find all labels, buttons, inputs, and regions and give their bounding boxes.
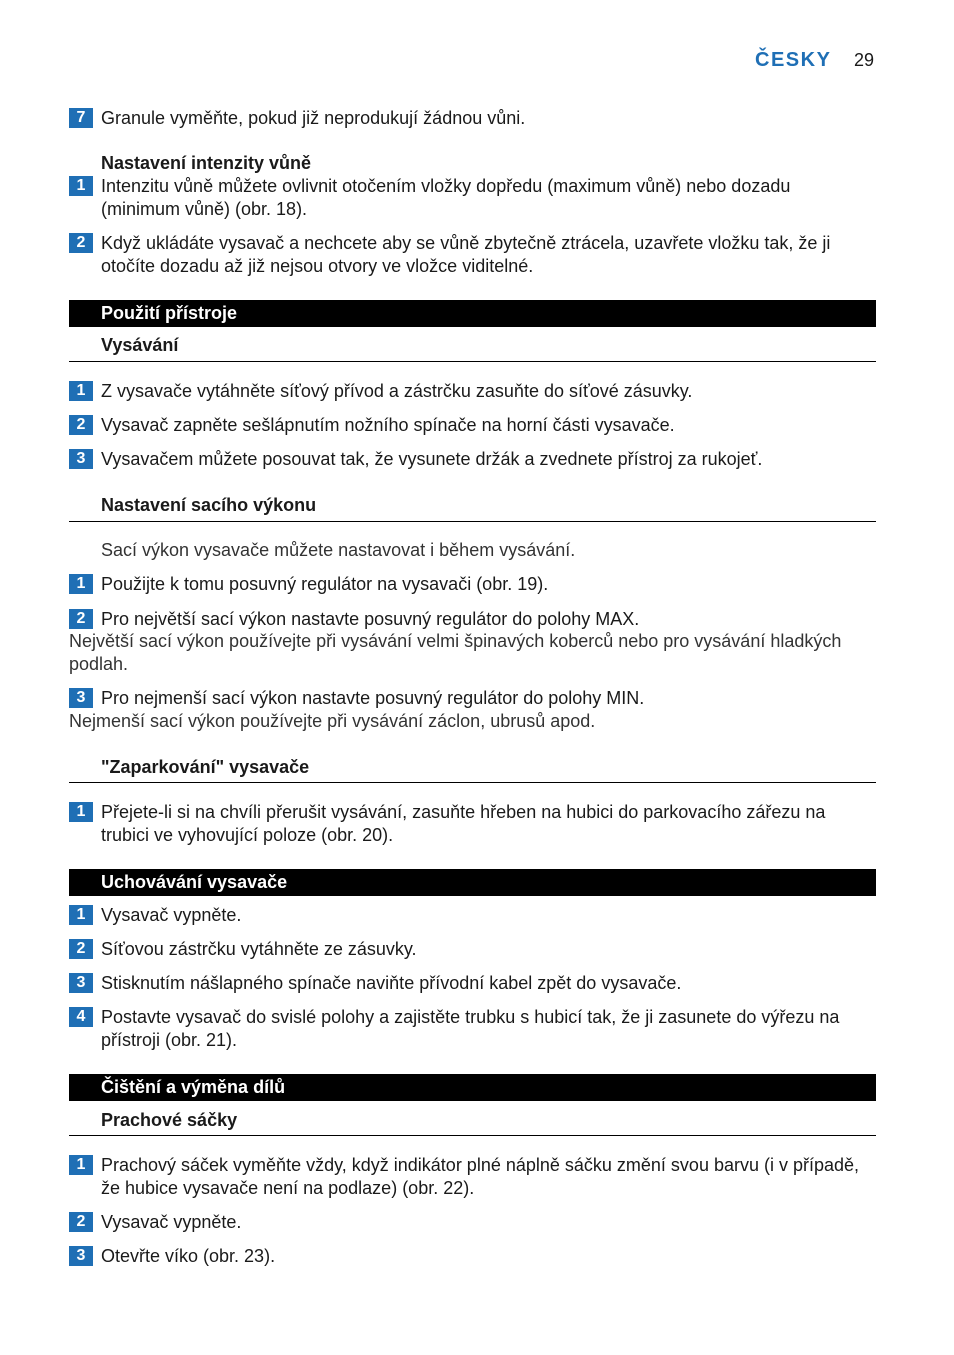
- step-text: Granule vyměňte, pokud již neprodukují žádnou vůni.: [101, 108, 526, 128]
- section-heading-storage: [69, 869, 876, 896]
- subheading-vacuuming: Vysávání: [101, 335, 179, 355]
- step-text: Stisknutím nášlapného spínače naviňte přívodní kabel zpět do vysavače.: [101, 973, 682, 993]
- step-number: 3: [69, 449, 93, 469]
- suction-intro: Sací výkon vysavače můžete nastavovat i během vysávání.: [101, 540, 576, 560]
- step-text: Intenzitu vůně můžete ovlivnit otočením vložky dopředu (maximum vůně) nebo dozadu (minimum vůně) (obr. 18).: [101, 176, 791, 219]
- section-title: Použití přístroje: [101, 303, 238, 323]
- step-text: Vysavač vypněte.: [101, 905, 242, 925]
- step-number: 3: [69, 1246, 93, 1266]
- step-number: 2: [69, 609, 93, 629]
- step-text: Pro nejmenší sací výkon nastavte posuvný regulátor do polohy MIN.: [101, 688, 645, 708]
- step-text: Použijte k tomu posuvný regulátor na vysavači (obr. 19).: [101, 574, 549, 594]
- subheading-dust-bags: Prachové sáčky: [101, 1110, 238, 1130]
- step-text: Pro největší sací výkon nastavte posuvný regulátor do polohy MAX.: [101, 609, 640, 629]
- divider: [69, 361, 876, 362]
- step-text: Otevřte víko (obr. 23).: [101, 1246, 276, 1266]
- subheading-suction: Nastavení sacího výkonu: [101, 495, 317, 515]
- divider: [69, 521, 876, 522]
- subheading-fragrance: Nastavení intenzity vůně: [101, 153, 312, 173]
- step-number: 1: [69, 381, 93, 401]
- divider: [69, 782, 876, 783]
- divider: [69, 1135, 876, 1136]
- step-text: Síťovou zástrčku vytáhněte ze zásuvky.: [101, 939, 417, 959]
- step-text: Když ukládáte vysavač a nechcete aby se vůně zbytečně ztrácela, uzavřete vložku tak, že ji otočíte dozadu až již nejsou otvory ve vložce viditelné.: [101, 233, 831, 276]
- subheading-parking: "Zaparkování" vysavače: [101, 757, 310, 777]
- step-text: Prachový sáček vyměňte vždy, když indikátor plné náplně sáčku změní svou barvu (i v případě, že hubice vysavače není na podlaze) (obr. 22).: [101, 1155, 860, 1198]
- step-number: 1: [69, 905, 93, 925]
- section-heading-use: [69, 300, 876, 327]
- step-number: 3: [69, 688, 93, 708]
- step-number: 1: [69, 176, 93, 196]
- step-text: Vysavačem můžete posouvat tak, že vysunete držák a zvednete přístroj za rukojeť.: [101, 449, 763, 469]
- step-number: 2: [69, 1212, 93, 1232]
- page-number: 29: [854, 50, 875, 70]
- step-number: 2: [69, 233, 93, 253]
- step-number: 1: [69, 802, 93, 822]
- step-number: 2: [69, 415, 93, 435]
- step-note: Nejmenší sací výkon používejte při vysávání záclon, ubrusů apod.: [69, 711, 596, 731]
- step-note: Největší sací výkon používejte při vysávání velmi špinavých koberců nebo pro vysávání hladkých podlah.: [69, 631, 842, 674]
- step-number: 1: [69, 1155, 93, 1175]
- section-title: Uchovávání vysavače: [101, 872, 288, 892]
- step-text: Z vysavače vytáhněte síťový přívod a zástrčku zasuňte do síťové zásuvky.: [101, 381, 693, 401]
- step-text: Vysavač zapněte sešlápnutím nožního spínače na horní části vysavače.: [101, 415, 675, 435]
- step-text: Přejete-li si na chvíli přerušit vysávání, zasuňte hřeben na hubici do parkovacího zářezu na trubici ve vyhovující poloze (obr. 20).: [101, 802, 826, 845]
- step-number: 7: [69, 108, 93, 128]
- step-number: 3: [69, 973, 93, 993]
- section-heading-cleaning: [69, 1074, 876, 1101]
- step-text: Postavte vysavač do svislé polohy a zajistěte trubku s hubicí tak, že ji zasunete do výřezu na přístroji (obr. 21).: [101, 1007, 840, 1050]
- step-text: Vysavač vypněte.: [101, 1212, 242, 1232]
- step-number: 1: [69, 574, 93, 594]
- step-number: 2: [69, 939, 93, 959]
- step-number: 4: [69, 1007, 93, 1027]
- language-label: ČESKY: [755, 49, 832, 71]
- section-title: Čištění a výměna dílů: [101, 1077, 286, 1097]
